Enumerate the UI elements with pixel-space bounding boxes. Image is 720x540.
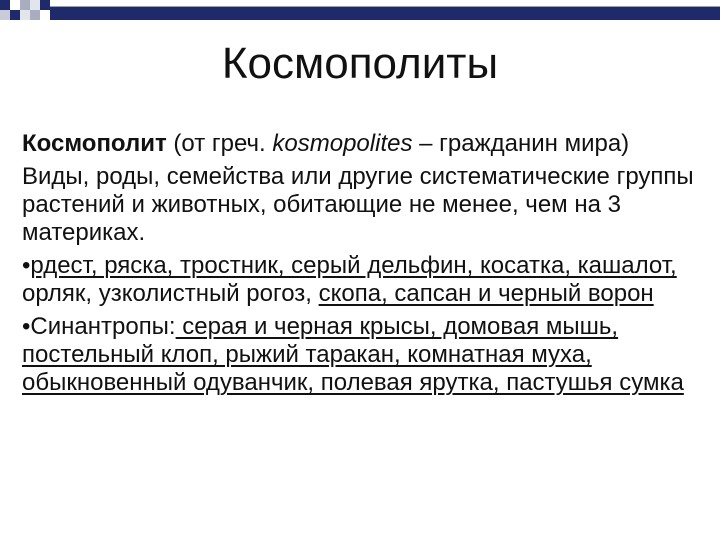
description-paragraph: Виды, роды, семейства или другие систематические группы растений и животных, обитающие не менее, чем на 3 материках.	[22, 163, 694, 246]
definition-paragraph	[22, 130, 712, 158]
definition-origin-word: kosmopolites	[272, 130, 413, 157]
definition-term: Космополит	[22, 130, 167, 157]
decorative-squares	[0, 0, 720, 20]
examples-underlined-2: скопа, сапсан и черный ворон	[318, 280, 654, 307]
synanthropes-paragraph	[22, 313, 712, 397]
synanthropes-label: Синантропы:	[30, 313, 176, 340]
examples-plain: орляк, узколистный рогоз,	[22, 280, 319, 307]
definition-meaning: – гражданин мира)	[412, 130, 630, 157]
synanthropes-underlined-1: серая и черная крысы, домовая мышь, постельный клоп, рыжий таракан, комнатная муха,	[22, 313, 619, 368]
definition-open: (от греч.	[166, 130, 273, 157]
slide-title: Космополиты	[221, 39, 499, 88]
examples-underlined-1: рдест, ряска, тростник, серый дельфин, косатка, кашалот,	[30, 252, 677, 279]
slide-body	[22, 130, 712, 397]
synanthropes-underlined-2: обыкновенный одуванчик, полевая ярутка, пастушья сумка	[22, 369, 684, 396]
examples-paragraph	[22, 252, 712, 308]
synanthropes-bullet: •	[22, 313, 31, 340]
examples-bullet: •	[22, 252, 31, 279]
